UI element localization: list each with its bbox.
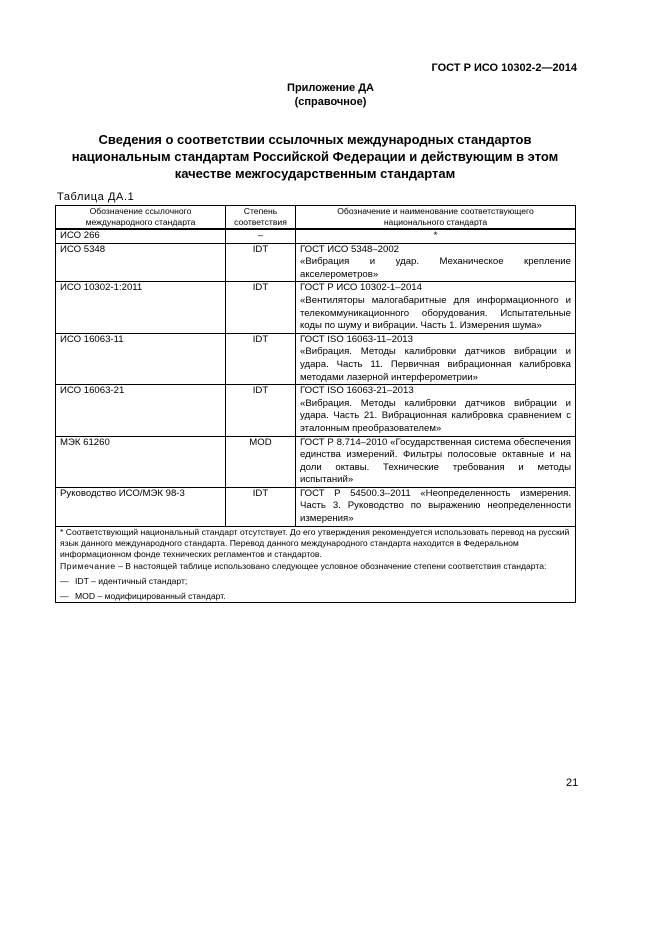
national-code: ГОСТ ISO 16063-11–2013 bbox=[300, 333, 413, 345]
degree-cell: MOD bbox=[226, 436, 296, 487]
national-cell bbox=[296, 282, 576, 333]
appendix-heading bbox=[0, 81, 661, 109]
standards-table bbox=[55, 205, 576, 603]
title-line: Сведения о соответствии ссылочных международных стандартов bbox=[98, 132, 532, 147]
note bbox=[60, 561, 571, 572]
degree-cell: IDT bbox=[226, 385, 296, 436]
reference-cell: Руководство ИСО/МЭК 98-3 bbox=[56, 487, 226, 526]
table-row bbox=[56, 333, 576, 384]
legend bbox=[60, 576, 571, 602]
table-row bbox=[56, 385, 576, 436]
document-title bbox=[55, 131, 575, 182]
footnote-text: * Соответствующий национальный стандарт отсутствует. До его утверждения рекомендуется использовать перевод на русский язык данного международного стандарта. Перевод данного международного стандарта находится в Федеральном информационном фонде технических регламентов и стандартов. bbox=[60, 526, 570, 560]
page-number: 21 bbox=[566, 777, 579, 789]
national-cell: ГОСТ Р 54500.3–2011 «Неопределенность измерения. Часть 3. Руководство по выражению неопределенности измерения» bbox=[296, 487, 576, 526]
legend-item bbox=[60, 591, 571, 602]
degree-cell: IDT bbox=[226, 282, 296, 333]
national-title: «Вибрация. Методы калибровки датчиков вибрации и удара. Часть 21. Вибрационная калибровка сравнением с эталонным преобразователем» bbox=[300, 397, 571, 434]
national-code: ГОСТ ISO 16063-21–2013 bbox=[300, 385, 414, 397]
header-line: Степень bbox=[243, 206, 278, 216]
header-line: соответствия bbox=[234, 217, 287, 227]
column-header-degree bbox=[226, 206, 296, 230]
table-row bbox=[56, 487, 576, 526]
reference-cell: ИСО 5348 bbox=[56, 243, 226, 282]
national-title: «Вибрация. Методы калибровки датчиков вибрации и удара. Часть 11. Первичная вибрационная калибровка методами лазерной интерферометрии» bbox=[300, 346, 571, 383]
header-line: национального стандарта bbox=[383, 217, 488, 227]
standard-code: ГОСТ Р ИСО 10302-2—2014 bbox=[431, 62, 577, 74]
note-text: – В настоящей таблице использовано следующее условное обозначение степени соответствия стандарта: bbox=[115, 560, 547, 571]
note-title: Примечание bbox=[60, 560, 116, 571]
degree-cell: IDT bbox=[226, 333, 296, 384]
national-title: «Вентиляторы малогабаритные для информационного и телекоммуникационного оборудования. Испытательные коды по шуму и вибрации. Часть 1. Измерения шума» bbox=[300, 294, 571, 332]
degree-cell: IDT bbox=[226, 487, 296, 526]
legend-text: IDT – идентичный стандарт; bbox=[75, 576, 188, 587]
table-header-row bbox=[56, 206, 576, 230]
table-row bbox=[56, 243, 576, 282]
national-cell: * bbox=[296, 229, 576, 243]
national-title: «Вибрация и удар. Механическое крепление акселерометров» bbox=[300, 256, 571, 280]
table-footnote-row bbox=[56, 526, 576, 602]
reference-cell: МЭК 61260 bbox=[56, 436, 226, 487]
reference-cell: ИСО 16063-21 bbox=[56, 385, 226, 436]
legend-text: MOD – модифицированный стандарт. bbox=[75, 590, 226, 601]
legend-item bbox=[60, 576, 571, 587]
degree-cell: – bbox=[226, 229, 296, 243]
national-cell: ГОСТ Р 8.714–2010 «Государственная система обеспечения единства измерений. Фильтры полосовые октавные и на доли октавы. Технические требования и методы испытаний» bbox=[296, 436, 576, 487]
table-row bbox=[56, 229, 576, 243]
national-cell bbox=[296, 333, 576, 384]
reference-cell: ИСО 10302-1:2011 bbox=[56, 282, 226, 333]
national-cell bbox=[296, 385, 576, 436]
column-header-national bbox=[296, 206, 576, 230]
footnote-cell bbox=[56, 526, 576, 602]
title-line: национальным стандартам Российской Федерации и действующим в этом bbox=[71, 149, 559, 164]
dash-mark: — bbox=[60, 590, 69, 601]
national-code: ГОСТ ИСО 5348–2002 bbox=[300, 243, 400, 255]
degree-cell: IDT bbox=[226, 243, 296, 282]
dash-mark: — bbox=[60, 576, 69, 587]
table-row bbox=[56, 282, 576, 333]
header-line: Обозначение и наименование соответствующего bbox=[337, 206, 534, 216]
header-line: Обозначение ссылочного bbox=[89, 206, 192, 216]
table-row bbox=[56, 436, 576, 487]
national-code: ГОСТ Р ИСО 10302-1–2014 bbox=[300, 282, 422, 294]
reference-cell: ИСО 16063-11 bbox=[56, 333, 226, 384]
national-cell bbox=[296, 243, 576, 282]
appendix-type: (справочное) bbox=[294, 96, 367, 108]
table-label: Таблица ДА.1 bbox=[57, 191, 135, 203]
header-line: международного стандарта bbox=[85, 217, 196, 227]
column-header-reference bbox=[56, 206, 226, 230]
appendix-title: Приложение ДА bbox=[287, 82, 374, 94]
title-line: качестве межгосударственным стандартам bbox=[174, 166, 456, 181]
reference-cell: ИСО 266 bbox=[56, 229, 226, 243]
